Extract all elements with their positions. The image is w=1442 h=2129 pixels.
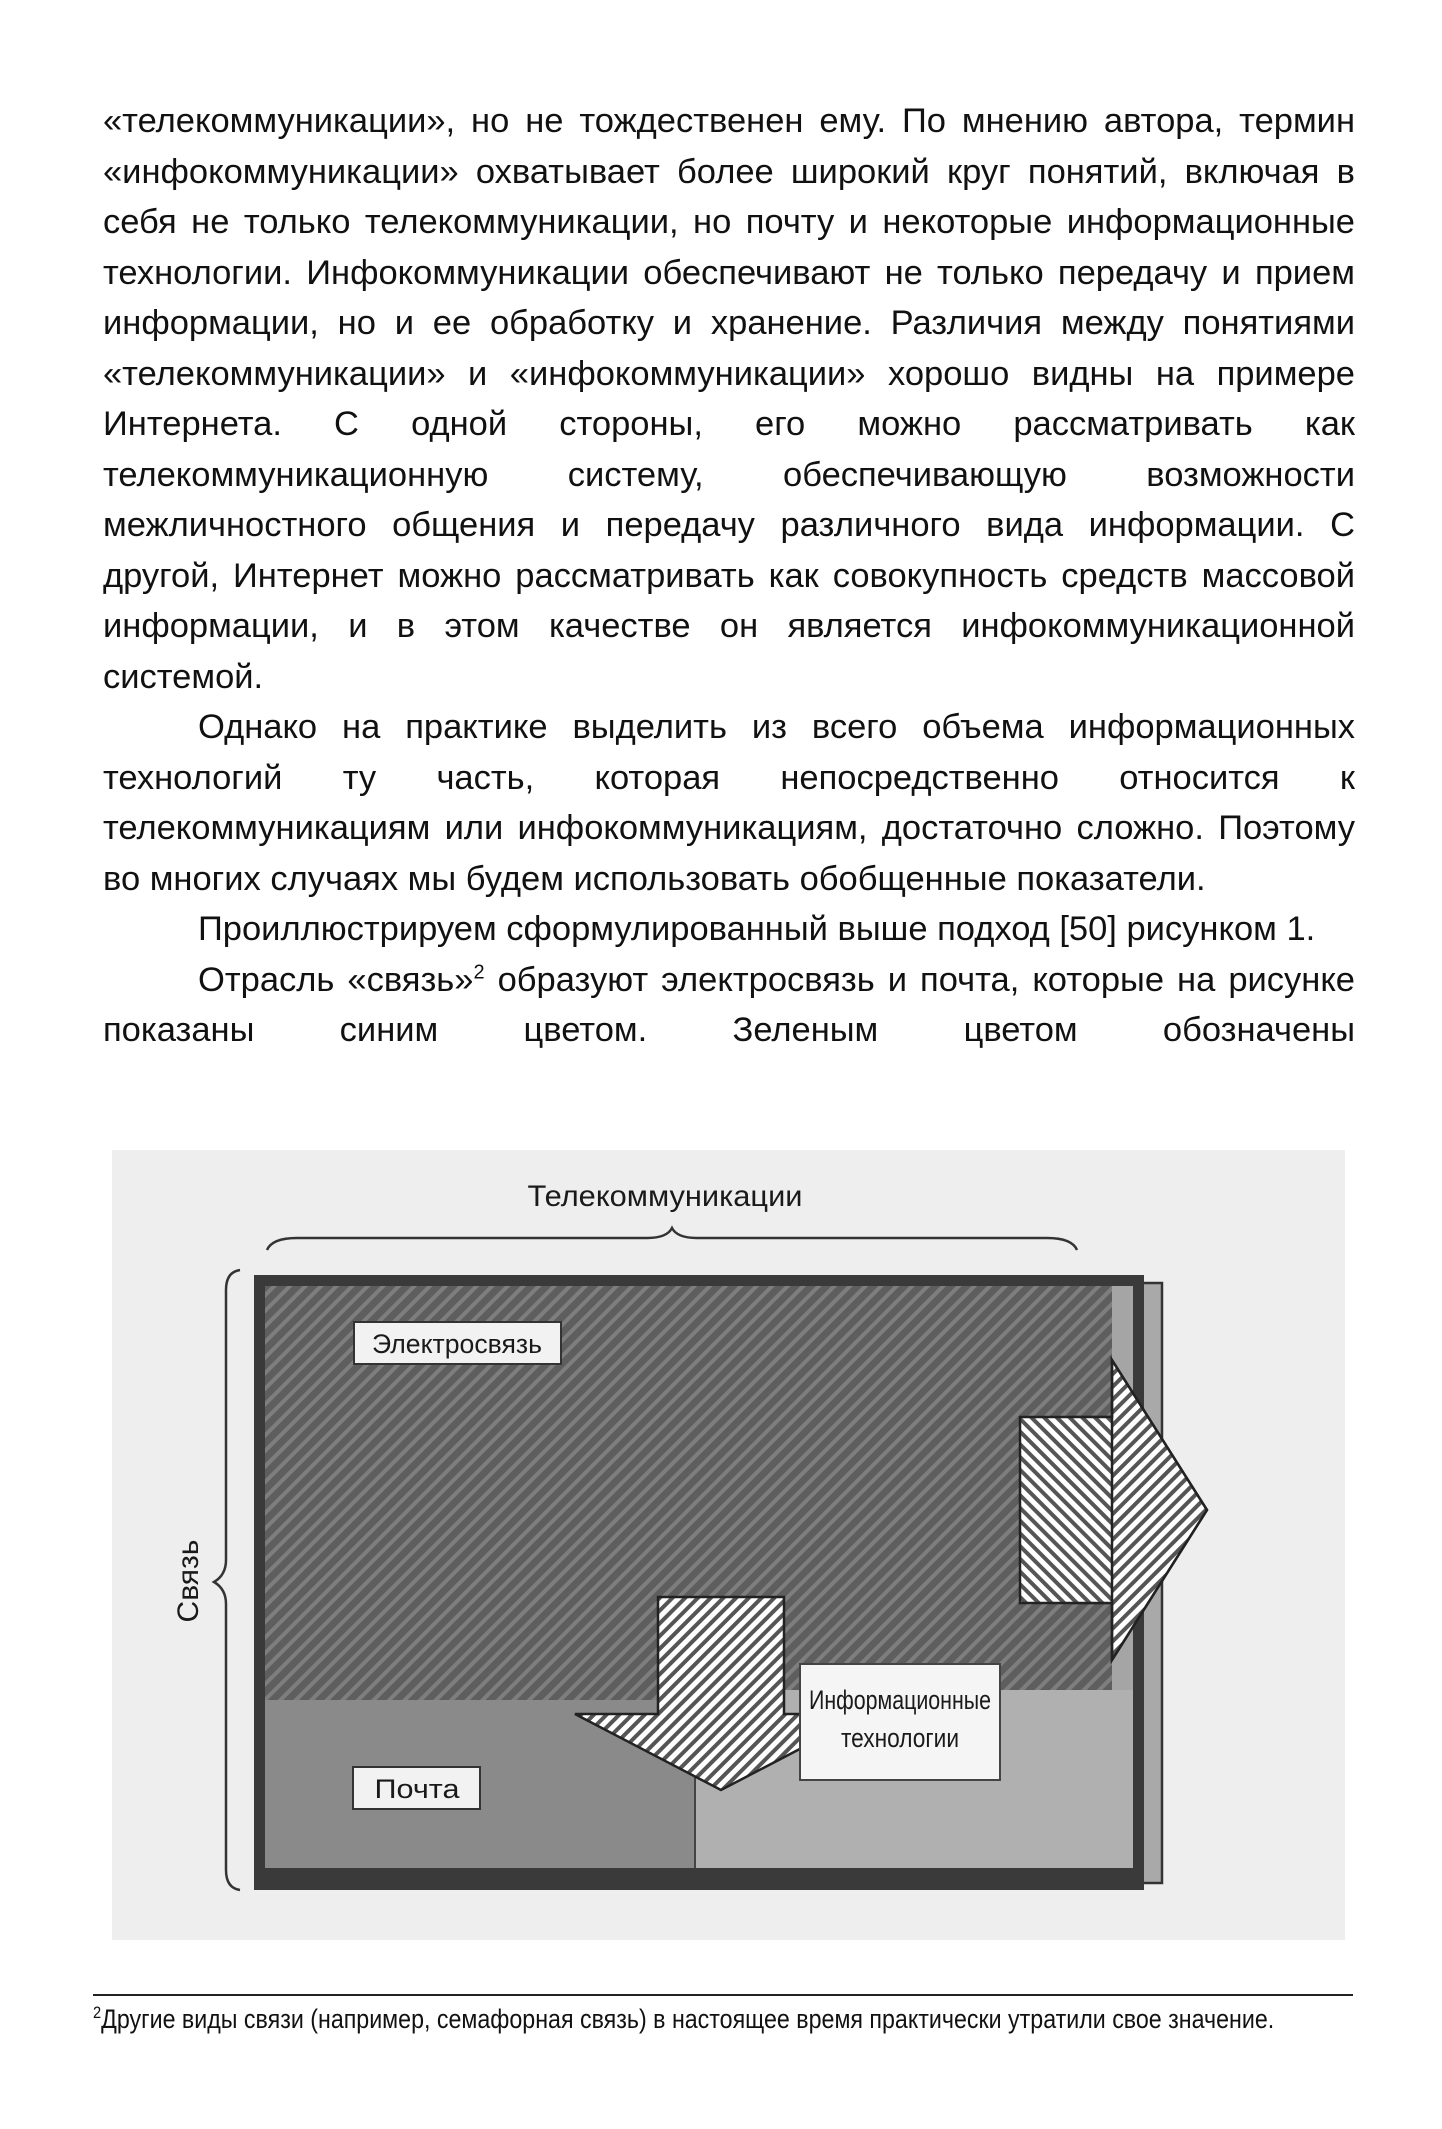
paragraph-4-start: Отрасль «связь» (198, 960, 474, 999)
main-text (103, 96, 1355, 1056)
figure-diagram (112, 1150, 1345, 1940)
label-electro: Электросвязь (372, 1329, 542, 1359)
label-telecom: Телекоммуникации (527, 1180, 803, 1213)
label-pochta: Почта (374, 1774, 461, 1804)
it-label-box (800, 1664, 1000, 1780)
footnote-ref: 2 (473, 961, 485, 983)
label-svyaz: Связь (172, 1539, 205, 1623)
paragraph-1: «телекоммуникации», но не тождественен ему. По мнению автора, термин «инфокоммуникации» охватывает более широкий круг понятий, включая в себя не только телекоммуникации, но почту и некоторые информационные технологии. Инфокоммуникации обеспечивают не только передачу и прием информации, но и ее обработку и хранение. Различия между понятиями «телекоммуникации» и «инфокоммуникации» хорошо видны на примере Интернета. С одной стороны, его можно рассматривать как телекоммуникационную систему, обеспечивающую возможности межличностного общения и передачу различного вида информации. С другой, Интернет можно рассматривать как совокупность средств массовой информации, и в этом качестве он является инфокоммуникационной системой. (103, 102, 1355, 696)
label-it-line2: технологии (841, 1723, 959, 1753)
paragraph-3: Проиллюстрируем сформулированный выше подход [50] рисунком 1. (198, 910, 1316, 948)
footnote-marker: 2 (93, 2003, 102, 2022)
footnote (93, 1998, 1353, 2041)
footnote-text: Другие виды связи (например, семафорная связь) в настоящее время практически утратили свое значение. (101, 2004, 1275, 2034)
right-arrow-body (1020, 1417, 1112, 1603)
label-it-line1: Информационные (809, 1685, 991, 1715)
paragraph-2: Однако на практике выделить из всего объема информационных технологий ту часть, которая непосредственно относится к телекоммуникациям или инфокоммуникациям, достаточно сложно. Поэтому во многих случаях мы будем использовать обобщенные показатели. (103, 708, 1355, 898)
figure-1 (112, 1150, 1345, 1940)
paragraph-4-rest: образуют электросвязь и почта, которые на рисунке показаны синим цветом. Зеленым цветом обозначены (103, 960, 1355, 1049)
footnote-rule (93, 1994, 1353, 1996)
paragraph-4 (103, 955, 1355, 1056)
